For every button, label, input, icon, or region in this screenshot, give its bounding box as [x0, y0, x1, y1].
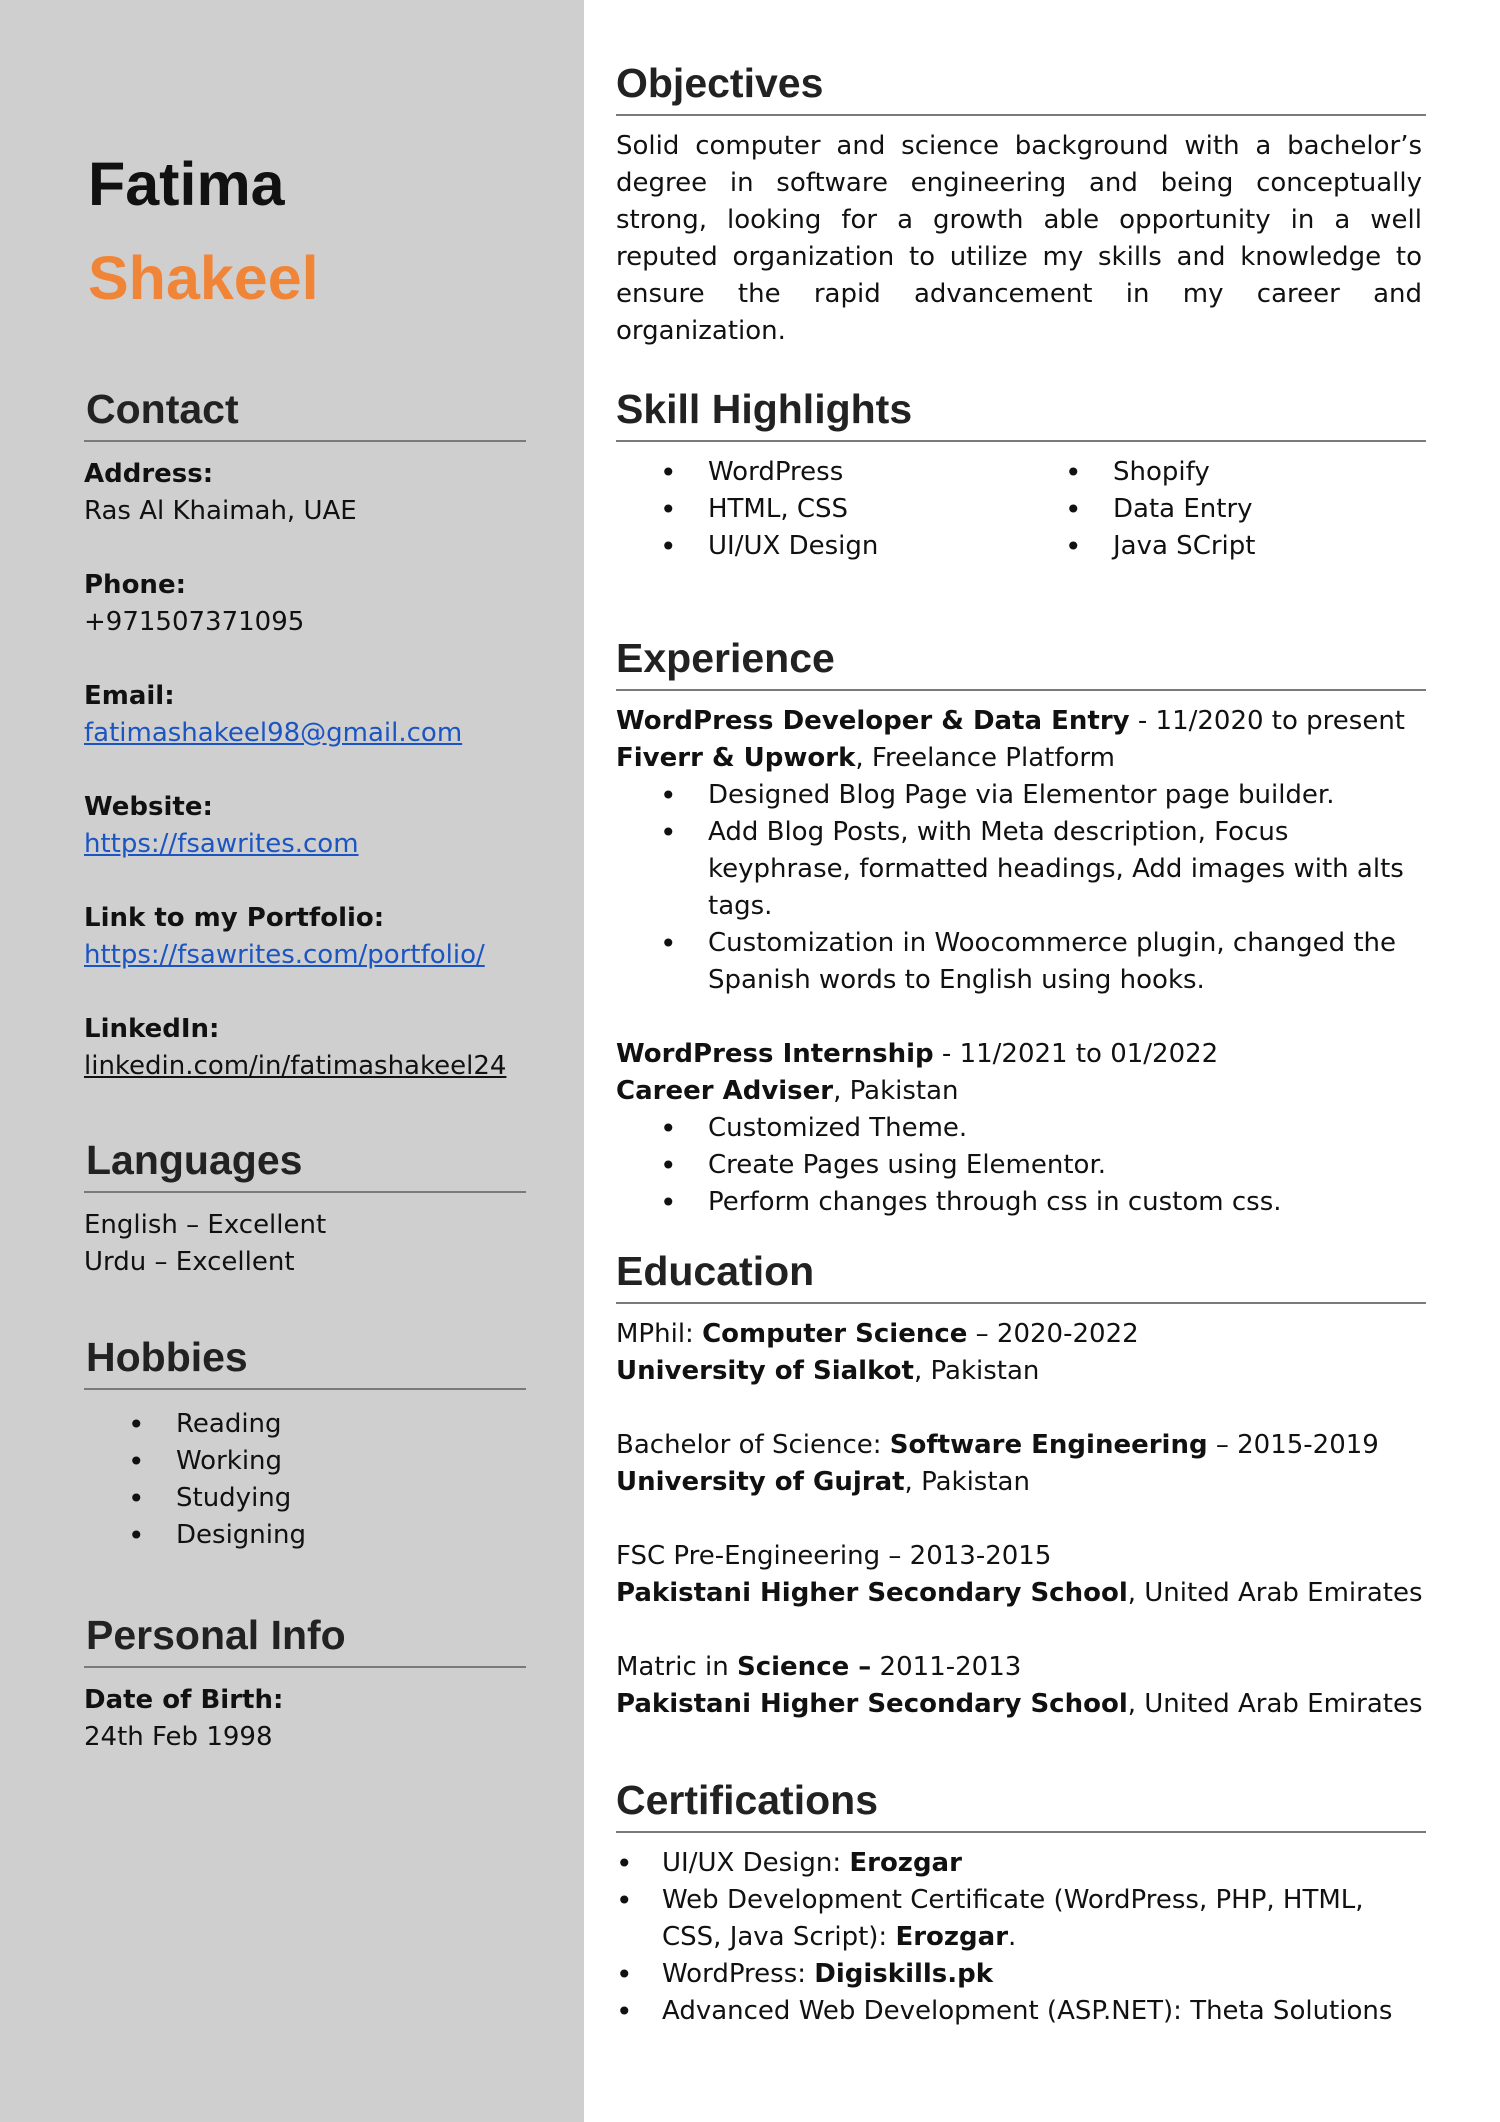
- email-link[interactable]: fatimashakeel98@gmail.com: [84, 718, 463, 748]
- job-bullet: • Designed Blog Page via Elementor page builder.: [616, 777, 1426, 814]
- skill-item: • Shopify: [1021, 454, 1426, 491]
- job-entry: [616, 703, 1426, 999]
- hobby-item: • Studying: [84, 1480, 526, 1517]
- skill-item: • Data Entry: [1021, 491, 1426, 528]
- languages-section: [84, 1135, 526, 1281]
- portfolio-link[interactable]: https://fsawrites.com/portfolio/: [84, 940, 485, 970]
- dob-label: Date of Birth:: [84, 1685, 284, 1715]
- job-entry: [616, 1036, 1426, 1221]
- portfolio-label: Link to my Portfolio:: [84, 903, 385, 933]
- hobby-item: • Reading: [84, 1406, 526, 1443]
- skills-column-1: [616, 454, 1021, 565]
- job-title: WordPress Internship: [616, 1039, 934, 1069]
- skills-section: [616, 384, 1426, 565]
- experience-heading: Experience: [616, 633, 1426, 691]
- website-label: Website:: [84, 792, 213, 822]
- job-company: Career Adviser: [616, 1076, 834, 1106]
- website-link[interactable]: https://fsawrites.com: [84, 829, 359, 859]
- skills-column-2: [1021, 454, 1426, 565]
- skill-item: • WordPress: [616, 454, 1021, 491]
- personal-info-section: [84, 1610, 526, 1756]
- phone-label: Phone:: [84, 570, 186, 600]
- address-value: Ras Al Khaimah, UAE: [84, 496, 357, 526]
- objectives-text: Solid computer and science background with a bachelor’s degree in software engineering and being conceptually strong, looking for a growth able opportunity in a well reputed organization to utilize my skills and knowledge to ensure the rapid advancement in my career and organization.: [616, 131, 1422, 346]
- job-bullet: • Customization in Woocommerce plugin, changed the Spanish words to English using hooks.: [616, 925, 1426, 999]
- objectives-section: [616, 58, 1426, 350]
- language-item: Urdu – Excellent: [84, 1247, 295, 1277]
- skills-heading: Skill Highlights: [616, 384, 1426, 442]
- job-bullet: • Customized Theme.: [616, 1110, 1426, 1147]
- experience-section: [616, 633, 1426, 1221]
- education-entry: MPhil: Computer Science – 2020-2022 University of Sialkot, Pakistan: [616, 1319, 1139, 1386]
- sidebar: [0, 0, 584, 2122]
- education-entry: Matric in Science – 2011-2013 Pakistani Higher Secondary School, United Arab Emirates: [616, 1652, 1423, 1719]
- education-heading: Education: [616, 1246, 1426, 1304]
- education-entry: Bachelor of Science: Software Engineering – 2015-2019 University of Gujrat, Pakistan: [616, 1430, 1379, 1497]
- job-bullet: • Add Blog Posts, with Meta description, Focus keyphrase, formatted headings, Add images with alts tags.: [616, 814, 1426, 925]
- certification-item: • UI/UX Design: Erozgar: [616, 1845, 1426, 1882]
- skill-item: • UI/UX Design: [616, 528, 1021, 565]
- certifications-section: [616, 1775, 1426, 2030]
- certification-item: • Advanced Web Development (ASP.NET): Theta Solutions: [616, 1993, 1426, 2030]
- name-last: Shakeel: [88, 244, 319, 312]
- job-place: , Pakistan: [833, 1076, 959, 1106]
- hobbies-heading: Hobbies: [84, 1332, 526, 1390]
- dob-value: 24th Feb 1998: [84, 1722, 273, 1752]
- job-dates: - 11/2020 to present: [1129, 706, 1405, 736]
- address-label: Address:: [84, 459, 214, 489]
- email-label: Email:: [84, 681, 175, 711]
- hobby-item: • Working: [84, 1443, 526, 1480]
- certification-item: • Web Development Certificate (WordPress, PHP, HTML, CSS, Java Script): Erozgar.: [616, 1882, 1426, 1956]
- phone-value: +971507371095: [84, 607, 305, 637]
- hobby-item: • Designing: [84, 1517, 526, 1554]
- job-company: Fiverr & Upwork: [616, 743, 856, 773]
- linkedin-link[interactable]: linkedin.com/in/fatimashakeel24: [84, 1051, 507, 1081]
- education-section: [616, 1246, 1426, 1723]
- job-title: WordPress Developer & Data Entry: [616, 706, 1130, 736]
- objectives-heading: Objectives: [616, 58, 1426, 116]
- education-entry: FSC Pre-Engineering – 2013-2015 Pakistani Higher Secondary School, United Arab Emirates: [616, 1541, 1423, 1608]
- linkedin-label: LinkedIn:: [84, 1014, 220, 1044]
- certifications-heading: Certifications: [616, 1775, 1426, 1833]
- job-dates: - 11/2021 to 01/2022: [933, 1039, 1219, 1069]
- job-bullet: • Perform changes through css in custom css.: [616, 1184, 1426, 1221]
- name-first: Fatima: [88, 150, 285, 218]
- language-item: English – Excellent: [84, 1210, 327, 1240]
- skill-item: • HTML, CSS: [616, 491, 1021, 528]
- contact-heading: Contact: [84, 384, 526, 442]
- languages-heading: Languages: [84, 1135, 526, 1193]
- hobbies-section: [84, 1332, 526, 1554]
- job-place: , Freelance Platform: [855, 743, 1115, 773]
- certification-item: • WordPress: Digiskills.pk: [616, 1956, 1426, 1993]
- job-bullet: • Create Pages using Elementor.: [616, 1147, 1426, 1184]
- skill-item: • Java SCript: [1021, 528, 1426, 565]
- personal-info-heading: Personal Info: [84, 1610, 526, 1668]
- contact-section: [84, 384, 526, 1085]
